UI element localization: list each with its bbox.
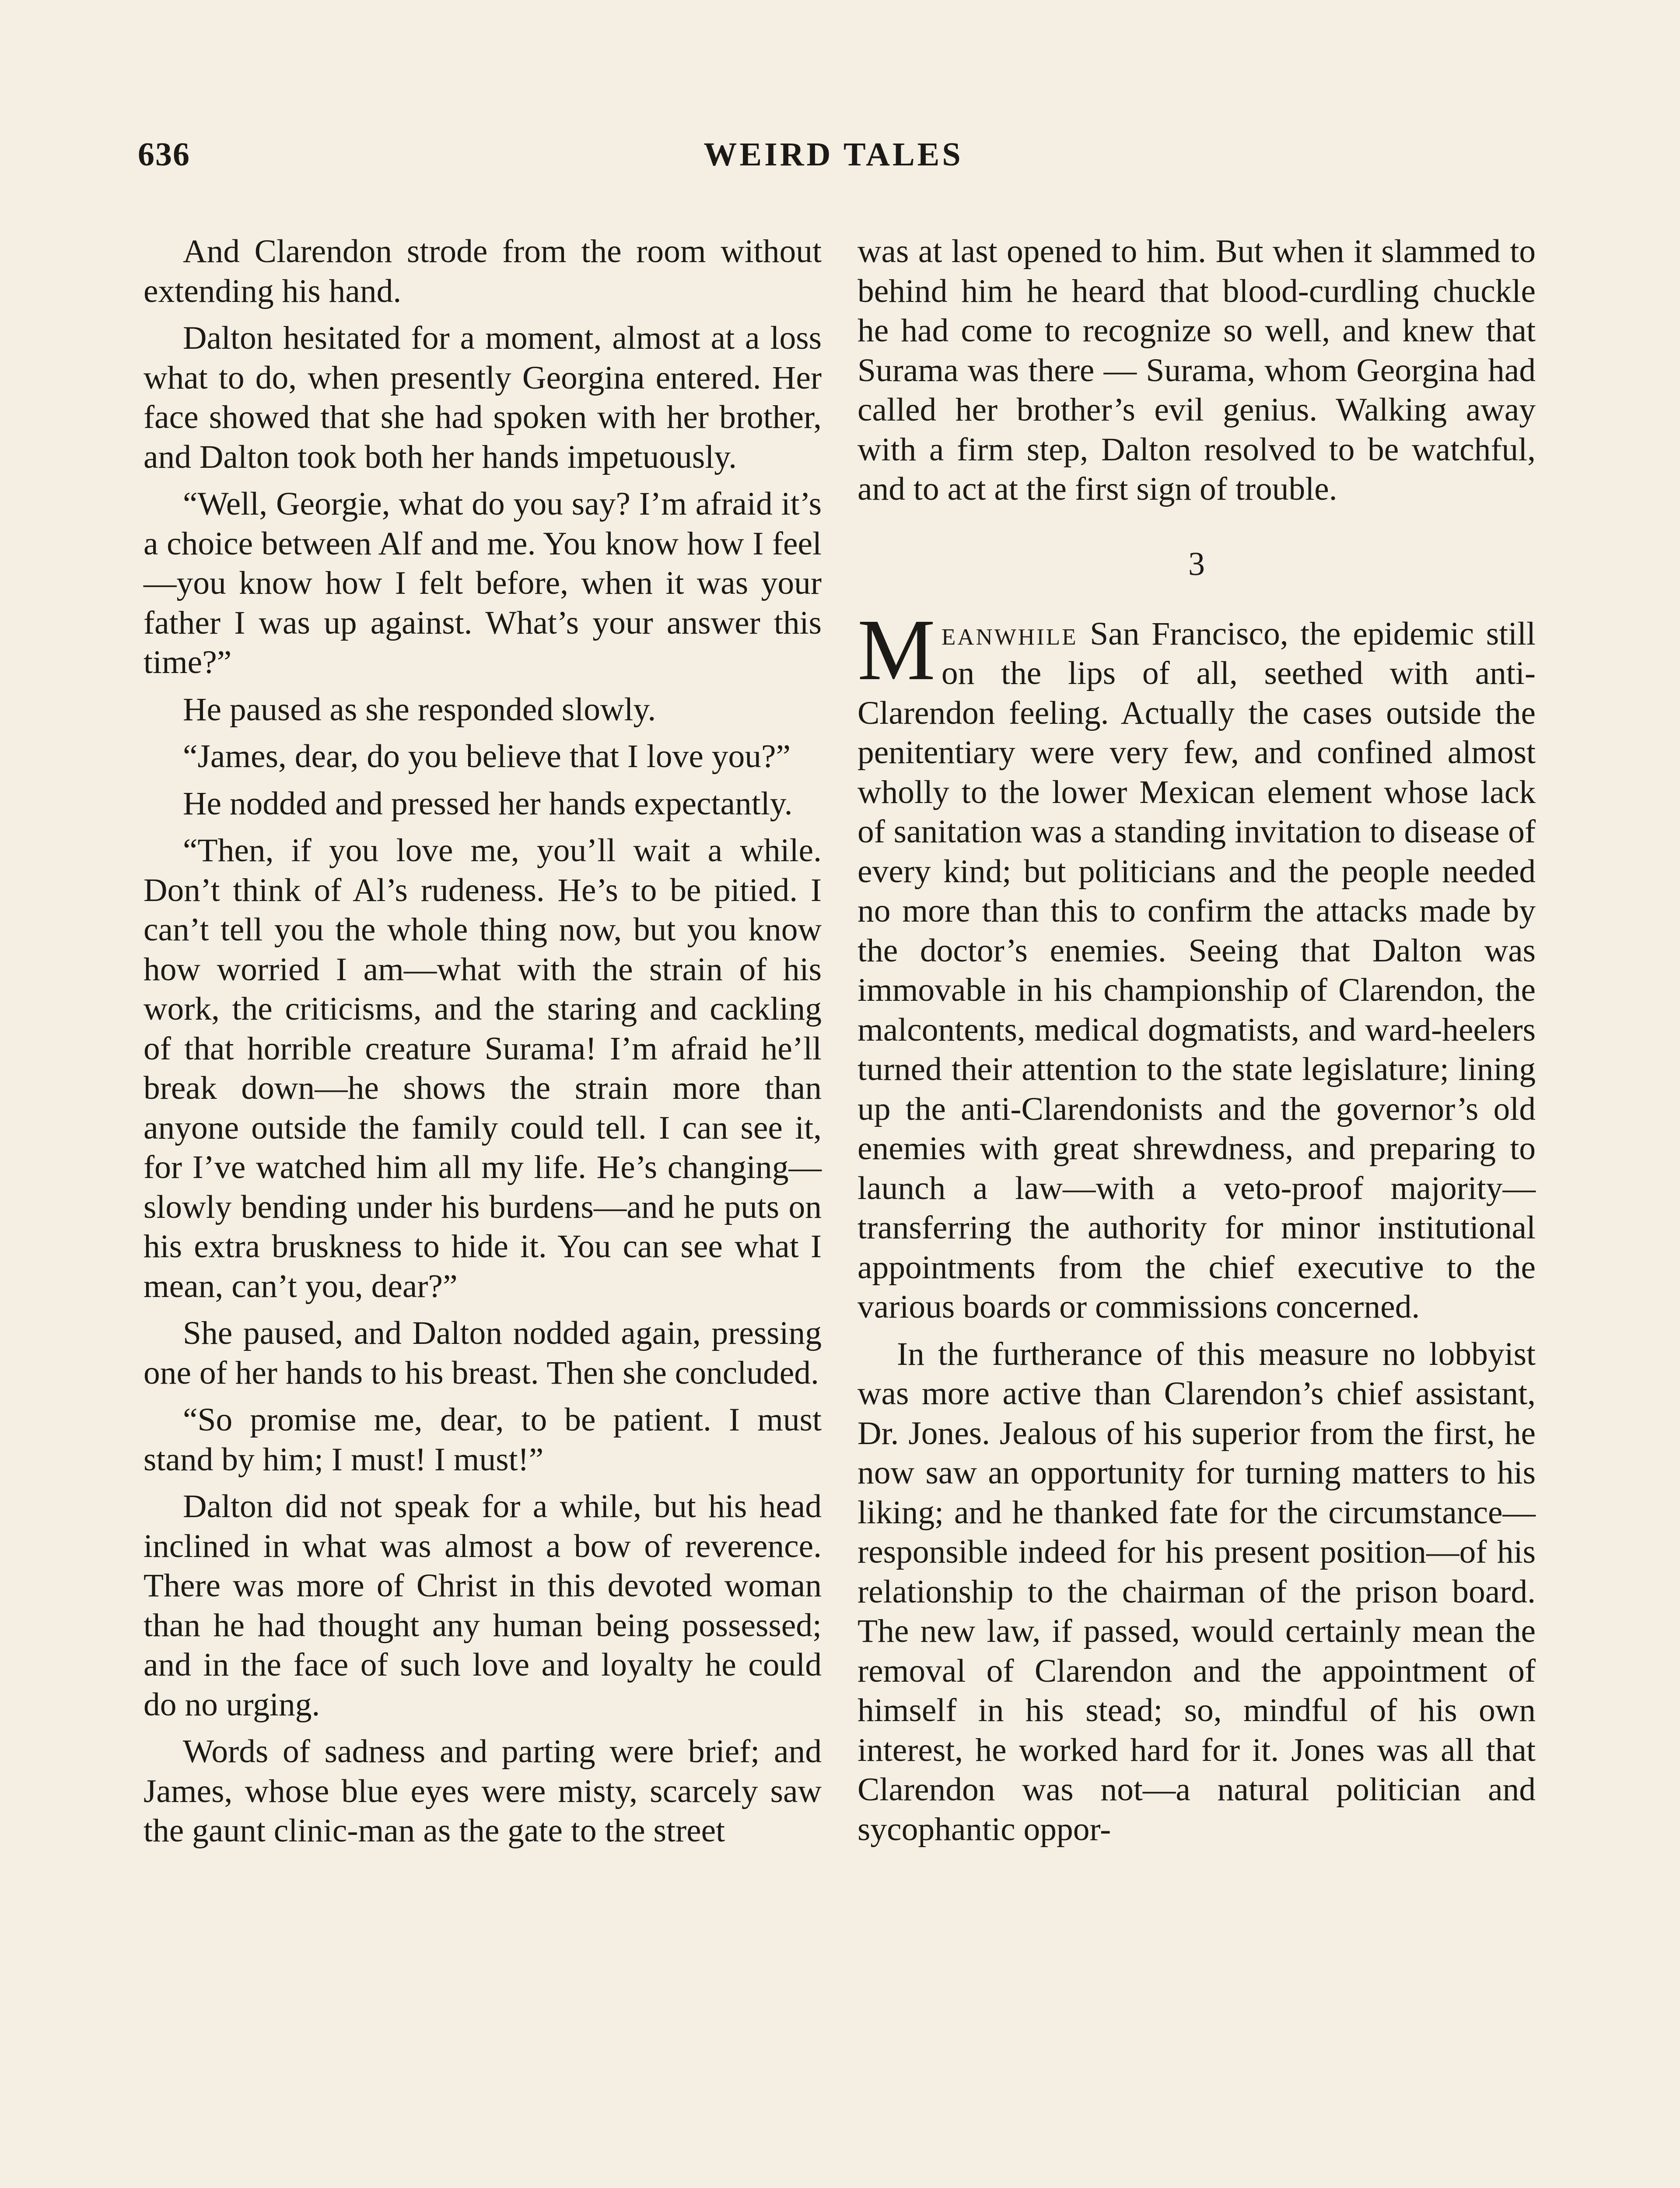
drop-cap: M	[858, 601, 935, 698]
paragraph: In the furtherance of this measure no lobbyist was more active than Clarendon’s chief assistant, Dr. Jones. Jealous of his superior from the first, he now saw an opportunity for turning matters to his liking; and he thanked fate for the circumstance—responsible indeed for his present position—of his relationship to the chairman of the prison board. The new law, if passed, would certainly mean the removal of Clarendon and the appointment of himself in his stead; so, mindful of his own interest, he worked hard for it. Jones was all that Clarendon was not—a natural politician and sycophantic oppor-	[858, 1336, 1536, 1848]
paragraph: “Then, if you love me, you’ll wait a while. Don’t think of Al’s rudeness. He’s to be pitied. I can’t tell you the whole thing now, but you know how worried I am—what with the strain of his work, the criticisms, and the staring and cackling of that horrible creature Surama! I’m afraid he’ll break down—he shows the strain more than anyone outside the family could tell. I can see it, for I’ve watched him all my life. He’s changing—slowly bending under his burdens—and he puts on his extra bruskness to hide it. You can see what I mean, can’t you, dear?”	[144, 832, 822, 1304]
section-opening-text: San Francisco, the epidemic still on the lips of all, seethed with anti-Clarendon feeling. Actually the cases outside the penitentiary were very few, and confined almost wholly to the lower Mexican element whose lack of sanitation was a standing invitation to disease of every kind; but politicians and the people needed no more than this to confirm the attacks made by the doctor’s enemies. Seeing that Dalton was immovable in his championship of Clarendon, the malcontents, medical dogmatists, and ward-heelers turned their attention to the state legislature; lining up the anti-Clarendonists and the governor’s old enemies with great shrewdness, and preparing to launch a law—with a veto-proof majority—transferring the authority for minor institutional appointments from the chief executive to the various boards or commissions concerned.	[858, 615, 1536, 1325]
right-column	[858, 232, 1536, 1857]
paragraph: And Clarendon strode from the room without extending his hand.	[144, 233, 822, 309]
small-caps-lead: eanwhile	[941, 615, 1078, 652]
paragraph: He paused as she responded slowly.	[183, 691, 656, 728]
running-head: WEIRD TALES	[704, 136, 963, 173]
paragraph: “Well, Georgie, what do you say? I’m afraid it’s a choice between Alf and me. You know how I feel—you know how I felt before, when it was your father I was up against. What’s your answer this time?”	[144, 486, 822, 680]
paragraph: Dalton hesitated for a moment, almost at a loss what to do, when presently Georgina entered. Her face showed that she had spoken with her brother, and Dalton took both her hands impetuously.	[144, 320, 822, 475]
paragraph: Dalton did not speak for a while, but his head inclined in what was almost a bow of reverence. There was more of Christ in this devoted woman than he had thought any human being possessed; and in the face of such love and loyalty he could do no urging.	[144, 1488, 822, 1723]
paragraph: Words of sadness and parting were brief; and James, whose blue eyes were misty, scarcely saw the gaunt clinic-man as the gate to the street	[144, 1733, 822, 1849]
page-number: 636	[138, 136, 190, 173]
page-header	[138, 136, 1529, 188]
continued-paragraph: was at last opened to him. But when it slammed to behind him he heard that blood-curdling chuckle he had come to recognize so well, and knew that Surama was there — Surama, whom Georgina had called her brother’s evil genius. Walking away with a firm step, Dalton resolved to be watchful, and to act at the first sign of trouble.	[858, 233, 1536, 507]
section-opening-paragraph	[858, 601, 1536, 1327]
section-number: 3	[1188, 545, 1205, 582]
paragraph: He nodded and pressed her hands expectantly.	[183, 785, 793, 822]
paragraph: “So promise me, dear, to be patient. I must stand by him; I must! I must!”	[144, 1402, 822, 1478]
left-column	[144, 232, 822, 1858]
paragraph: She paused, and Dalton nodded again, pressing one of her hands to his breast. Then she concluded.	[144, 1315, 822, 1391]
paragraph: “James, dear, do you believe that I love you?”	[183, 738, 791, 775]
